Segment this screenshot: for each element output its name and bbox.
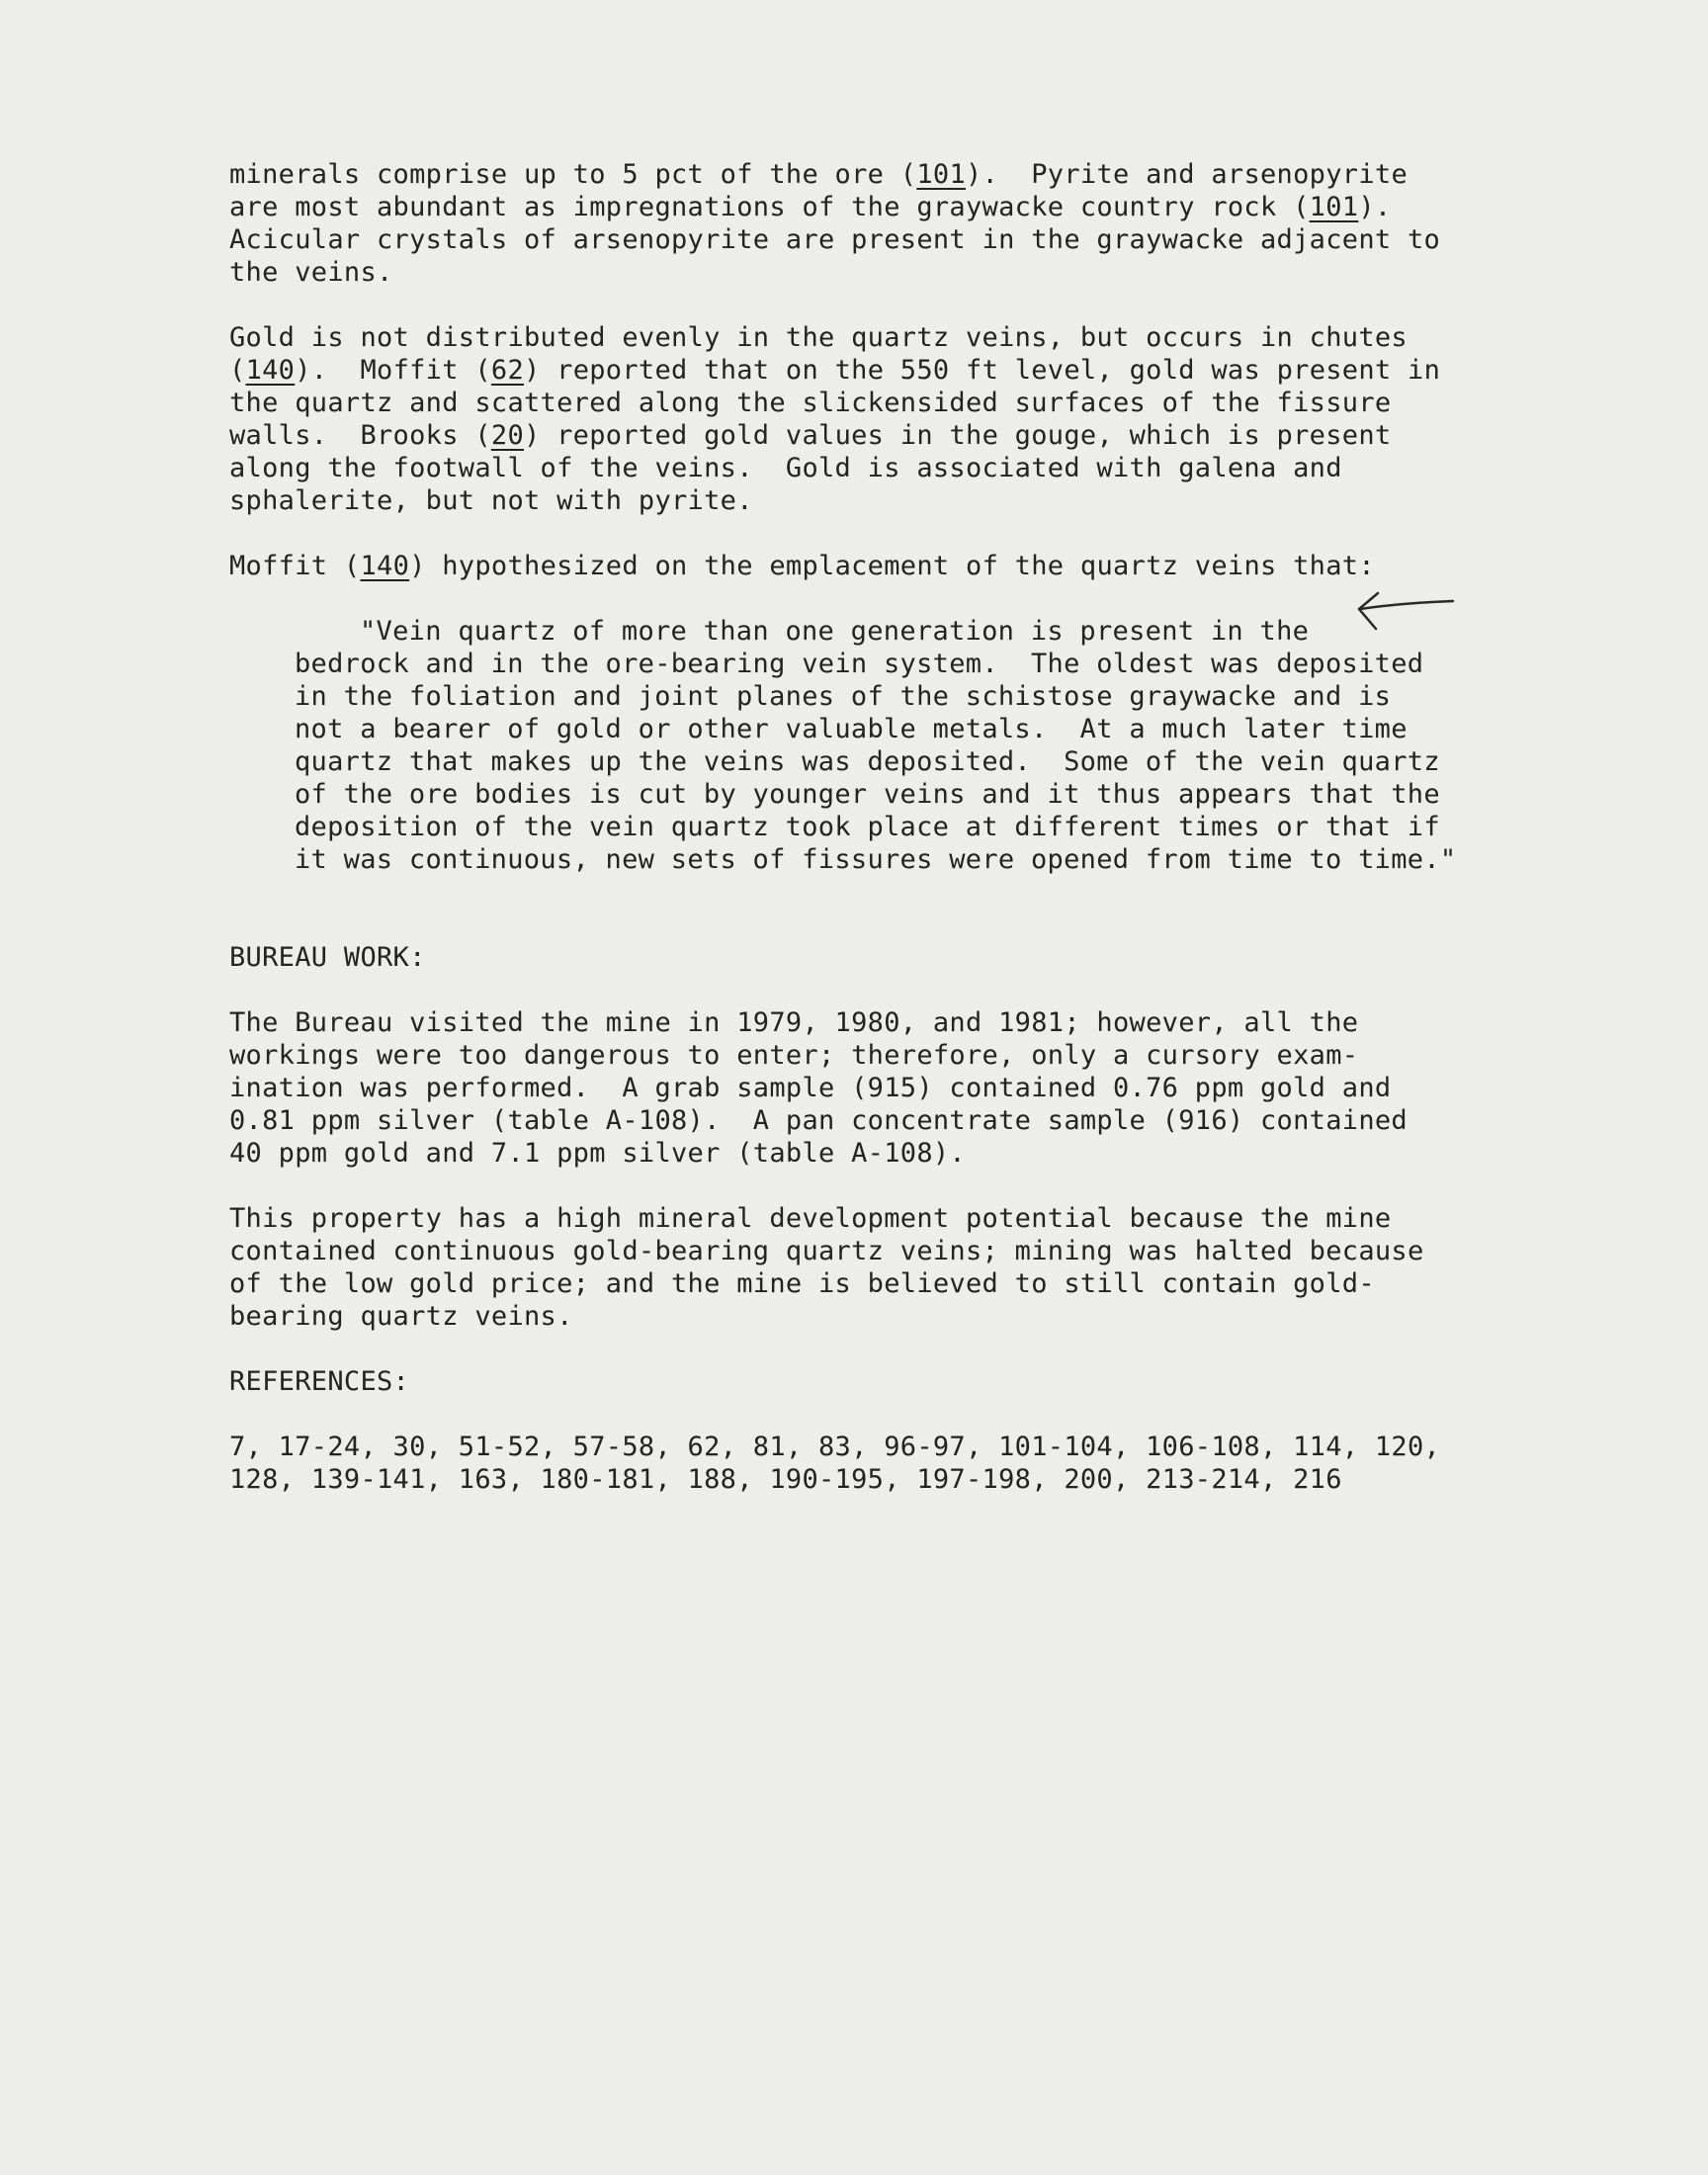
references-heading: REFERENCES: [229, 1366, 410, 1397]
para2-line-1: Gold is not distributed evenly in the quartz veins, but occurs in chutes [229, 322, 1408, 353]
para3-line: Moffit (140) hypothesized on the emplacement of the quartz veins that: [229, 551, 1375, 581]
para1-line-3: Acicular crystals of arsenopyrite are present in the graywacke adjacent to [229, 224, 1441, 255]
para1-line-1: minerals comprise up to 5 pct of the ore (101). Pyrite and arsenopyrite [229, 159, 1408, 190]
potential-line-1: This property has a high mineral development potential because the mine [229, 1203, 1392, 1234]
potential-line-2: contained continuous gold-bearing quartz veins; mining was halted because [229, 1236, 1424, 1266]
references-line-2: 128, 139-141, 163, 180-181, 188, 190-195, 197-198, 200, 213-214, 216 [229, 1464, 1342, 1495]
para2-line-4: walls. Brooks (20) reported gold values in the gouge, which is present [229, 420, 1392, 451]
ref-62: 62 [490, 355, 525, 386]
bureau-work-heading: BUREAU WORK: [229, 942, 426, 973]
quote-line-3: in the foliation and joint planes of the schistose graywacke and is [295, 681, 1392, 712]
bureau-line-1: The Bureau visited the mine in 1979, 1980, and 1981; however, all the [229, 1007, 1359, 1038]
document-body [229, 158, 1514, 1496]
bureau-line-3: ination was performed. A grab sample (915) contained 0.76 ppm gold and [229, 1073, 1392, 1103]
para2-line-3: the quartz and scattered along the slickensided surfaces of the fissure [229, 388, 1392, 418]
quote-line-5: quartz that makes up the veins was deposited. Some of the vein quartz [295, 746, 1440, 777]
ref-140: 140 [245, 355, 296, 386]
ref-101: 101 [1309, 192, 1359, 222]
para2-line-2: (140). Moffit (62) reported that on the 550 ft level, gold was present in [229, 355, 1441, 386]
ref-101: 101 [916, 159, 966, 190]
ref-20: 20 [490, 420, 525, 451]
potential-line-4: bearing quartz veins. [229, 1301, 573, 1332]
para1-line-4: the veins. [229, 257, 393, 288]
quote-line-8: it was continuous, new sets of fissures were opened from time to time." [295, 844, 1457, 875]
block-quote [229, 615, 1514, 876]
ref-140: 140 [360, 551, 410, 581]
references-line-1: 7, 17-24, 30, 51-52, 57-58, 62, 81, 83, 96-97, 101-104, 106-108, 114, 120, [229, 1432, 1441, 1462]
bureau-line-4: 0.81 ppm silver (table A-108). A pan concentrate sample (916) contained [229, 1105, 1408, 1136]
quote-line-6: of the ore bodies is cut by younger veins and it thus appears that the [295, 779, 1440, 810]
quote-line-1: "Vein quartz of more than one generation is present in the [360, 616, 1310, 647]
quote-line-2: bedrock and in the ore-bearing vein system. The oldest was deposited [295, 649, 1424, 679]
para1-line-2: are most abundant as impregnations of the graywacke country rock (101). [229, 192, 1392, 222]
bureau-line-2: workings were too dangerous to enter; therefore, only a cursory exam- [229, 1040, 1359, 1071]
bureau-line-5: 40 ppm gold and 7.1 ppm silver (table A-108). [229, 1138, 966, 1169]
para2-line-6: sphalerite, but not with pyrite. [229, 485, 753, 516]
quote-line-4: not a bearer of gold or other valuable metals. At a much later time [295, 714, 1408, 744]
handwritten-arrow-icon [1354, 589, 1463, 639]
quote-line-7: deposition of the vein quartz took place at different times or that if [295, 812, 1440, 842]
potential-line-3: of the low gold price; and the mine is believed to still contain gold- [229, 1268, 1375, 1299]
para2-line-5: along the footwall of the veins. Gold is associated with galena and [229, 453, 1342, 483]
